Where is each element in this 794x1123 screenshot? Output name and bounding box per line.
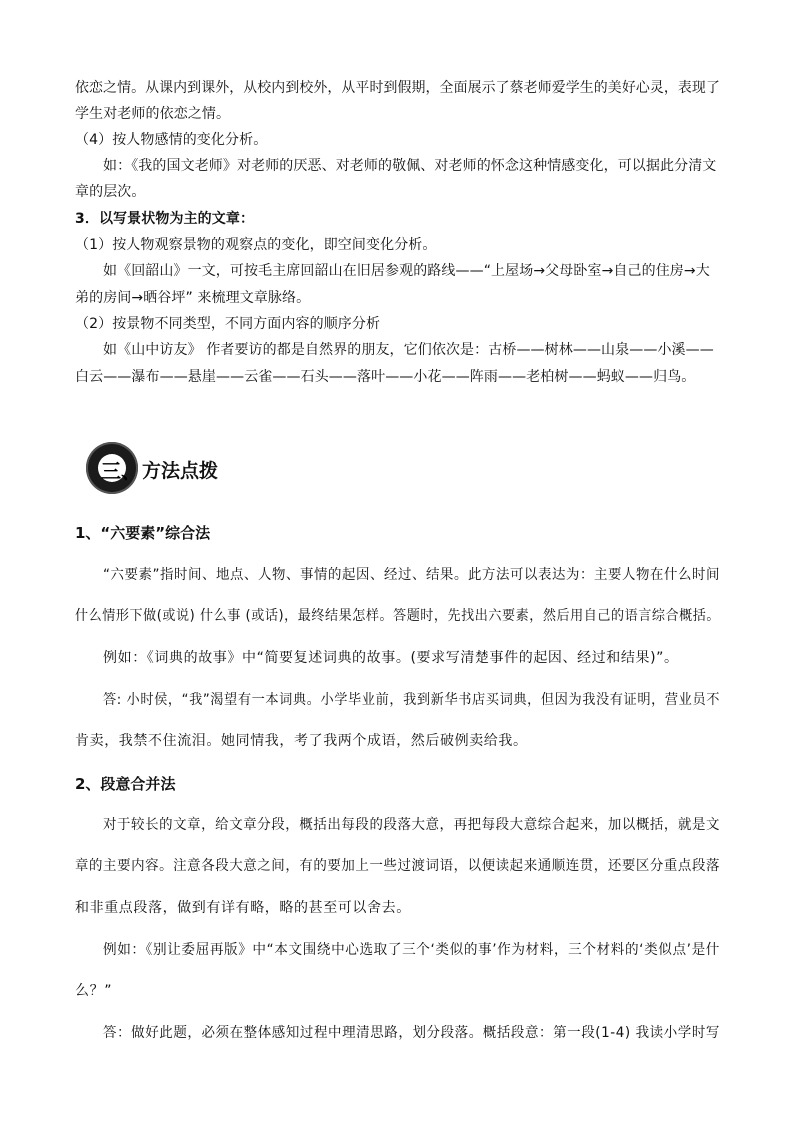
text-line: 学生对老师的依恋之情。 [75,106,231,122]
text-line: 什么情形下做(或说) 什么事 (或话)，最终结果怎样。答题时，先找出六要素，然后用自己的语言综合概括。 [75,608,720,624]
example-line: 例如：《词典的故事》中“简要复述词典的故事。(要求写清楚事件的起因、经过和结果)”。 [103,650,679,666]
text-line: “六要素”指时间、地点、人物、事情的起因、经过、结果。此方法可以表达为：主要人物在什么时间 [103,567,721,583]
text-line: 如《山中访友》 作者要访的都是自然界的朋友，它们依次是：古桥——树林——山泉——小溪—— [103,342,714,358]
text-line: 对于较长的文章，给文章分段，概括出每段的段落大意，再把每段大意综合起来，加以概括，就是文 [103,817,721,833]
text-line: 和非重点段落，做到有详有略，略的甚至可以舍去。 [75,900,411,916]
section-number: 三、 [101,459,141,483]
text-line: 如《回韶山》一文，可按毛主席回韶山在旧居参观的路线——“上屋场→父母卧室→自己的住房→大 [103,263,710,279]
list-item-heading: （1）按人物观察景物的观察点的变化，即空间变化分析。 [75,237,437,253]
example-line: 么？” [75,983,113,999]
text-line: 白云——瀑布——悬崖——云雀——石头——落叶——小花——阵雨——老柏树——蚂蚁——归鸟。 [75,369,696,385]
answer-line: 肯卖，我禁不住流泪。她同情我，考了我两个成语，然后破例卖给我。 [75,733,528,749]
example-line: 例如：《别让委屈再版》中“本文围绕中心选取了三个‘类似的事’作为材料，三个材料的‘类似点’是什 [103,942,721,958]
subsection-heading: 3．以写景状物为主的文章： [75,211,255,227]
text-line: 如：《我的国文老师》对老师的厌恶、对老师的敬佩、对老师的怀念这种情感变化，可以据此分清文 [103,158,717,174]
method-heading: 2、段意合并法 [75,775,176,793]
text-line: 章的层次。 [75,184,146,200]
text-line: 章的主要内容。注意各段大意之间，有的要加上一些过渡词语，以便读起来通顺连贯，还要区分重点段落 [75,858,721,874]
method-heading: 1、“六要素”综合法 [75,524,211,542]
text-line: 弟的房间→晒谷坪” 来梳理文章脉络。 [75,290,311,306]
answer-line: 答：做好此题，必须在整体感知过程中理清思路，划分段落。概括段意：第一段(1-4) 我读小学时写 [103,1025,720,1041]
list-item-heading: （4）按人物感情的变化分析。 [75,132,268,148]
list-item-heading: （2）按景物不同类型，不同方面内容的顺序分析 [75,316,381,332]
text-line: 依恋之情。从课内到课外，从校内到校外，从平时到假期，全面展示了蔡老师爱学生的美好心灵，表现了 [75,80,720,96]
section-title: 方法点拨 [142,460,219,482]
answer-line: 答: 小时侯，“我”渴望有一本词典。小学毕业前，我到新华书店买词典，但因为我没有证明，营业员不 [103,692,720,708]
